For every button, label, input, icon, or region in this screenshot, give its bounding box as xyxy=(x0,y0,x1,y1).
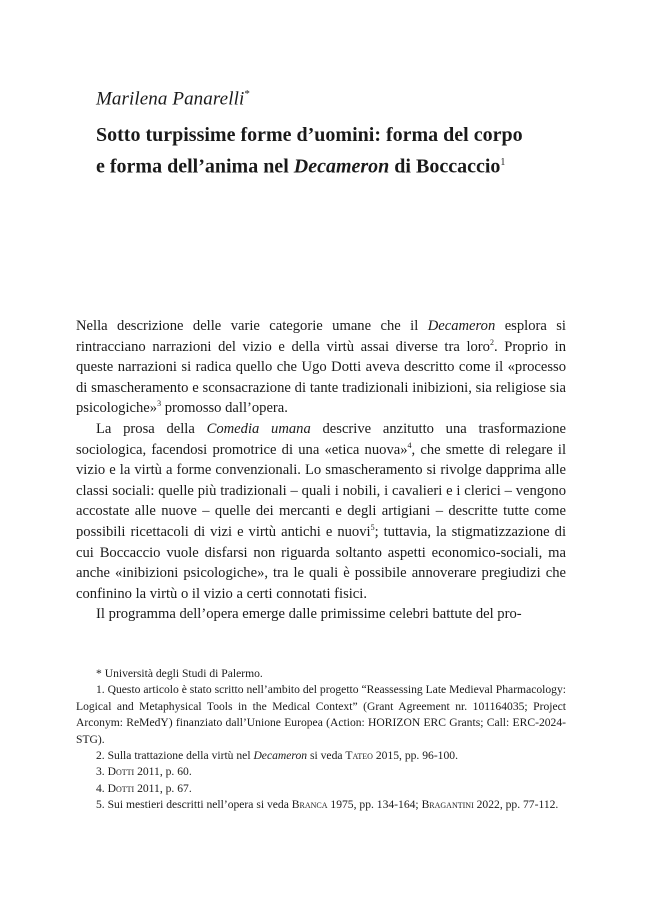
text-run: 2011, p. 60. xyxy=(134,765,192,779)
text-run: 4. xyxy=(96,781,108,795)
title-italic-work: Decameron xyxy=(293,155,390,178)
footnote-ref: 4 xyxy=(407,440,412,450)
text-run: , che smette di relegare il vizio e la virtù a forme convenzionali. Lo smascheramento si rivolge dapprima alle classi sociali: quelle più tradizionali – quali i nobili, i cavalieri e i clerici – vengono accostate alle nuove – quelle dei mercanti e degli artigiani – descritte tutte come possibili ricettacoli di vizi e virtù antichi e nuovi xyxy=(76,441,567,540)
text-run: esplora si rintracciano narrazioni del vizio e della virtù assai diverse tra loro xyxy=(76,318,566,355)
footnote-1: 1. Questo articolo è stato scritto nell’ambito del progetto “Reassessing Late Medieval Pharmacology: Logical and Metaphysical Tools in the Medical Context” (Grant Agreement nr. 101164035; Project Arconym: ReMedY) finanziato dall’Unione Europea (Action: HORIZON ERC Grants; Call: ERC-2024-STG). xyxy=(76,683,566,746)
italic-run: Comedia umana xyxy=(206,420,311,437)
footnote-2 xyxy=(76,748,566,764)
cited-author: Dotti xyxy=(107,765,135,779)
text-run: 2015, pp. 96-100. xyxy=(372,749,458,763)
footnotes xyxy=(76,666,566,814)
text-run: descrive anzitutto una trasformazione sociologica, facendosi promotrice di una «etica nuova» xyxy=(76,420,567,458)
text-run: 1975, pp. 134-164; xyxy=(327,798,422,812)
title-line-2-part-b: di Boccaccio xyxy=(389,155,501,178)
cited-author: Tateo xyxy=(345,749,373,763)
footnote-5 xyxy=(76,797,566,813)
footnote-affiliation: * Università degli Studi di Palermo. xyxy=(96,667,263,680)
text-run: promosso dall’opera. xyxy=(161,400,288,417)
title-line-1: Sotto turpissime forme d’uomini: forma del corpo xyxy=(96,124,523,146)
text-run: 2. Sulla trattazione della virtù nel xyxy=(96,749,254,763)
cited-author: Branca xyxy=(291,798,328,812)
author-name xyxy=(96,88,250,110)
text-run: . Proprio in queste narrazioni si radica quello che Ugo Dotti aveva descritto come il «processo di smascheramento e sconsacrazione di tante tradizionali inibizioni, sia religiose sia psicologiche» xyxy=(76,338,567,417)
italic-run: Decameron xyxy=(427,318,496,334)
footnote-ref: 2 xyxy=(489,337,494,347)
text-run: La prosa della xyxy=(96,420,207,437)
footnote-4 xyxy=(76,781,566,797)
paragraph-3: Il programma dell’opera emerge dalle primissime celebri battute del pro- xyxy=(96,606,522,623)
body-text xyxy=(76,316,566,625)
text-run: si veda xyxy=(307,749,346,763)
title-footnote-mark: 1 xyxy=(500,157,506,168)
text-run: 2022, pp. 77-112. xyxy=(473,798,559,812)
italic-run: Decameron xyxy=(253,749,308,763)
footnote-ref: 5 xyxy=(370,523,375,533)
footnote-ref: 3 xyxy=(157,399,162,409)
text-run: Nella descrizione delle varie categorie umane che il xyxy=(76,318,428,334)
cited-author: Bragantini xyxy=(421,798,474,812)
text-run: 3. xyxy=(96,765,108,779)
text-run: ; tuttavia, la stigmatizzazione di cui Boccaccio vuole disfarsi non riguarda soltanto aspetti economico-sociali, ma anche «inibizioni psicologiche», tra le quali è possibile annoverare pregiudizi che confinino la virtù o il vizio a certi connotati fisici. xyxy=(76,523,566,602)
text-run: 5. Sui mestieri descritti nell’opera si veda xyxy=(96,798,292,812)
text-run: 2011, p. 67. xyxy=(134,781,192,795)
article-title xyxy=(96,122,576,181)
author-text: Marilena Panarelli xyxy=(96,88,245,110)
paragraph-2 xyxy=(76,419,566,604)
footnote-3 xyxy=(76,764,566,780)
paragraph-1 xyxy=(76,316,566,419)
author-affiliation-mark: * xyxy=(244,88,250,100)
cited-author: Dotti xyxy=(107,781,135,795)
title-line-2-part-a: e forma dell’anima nel xyxy=(96,155,294,178)
